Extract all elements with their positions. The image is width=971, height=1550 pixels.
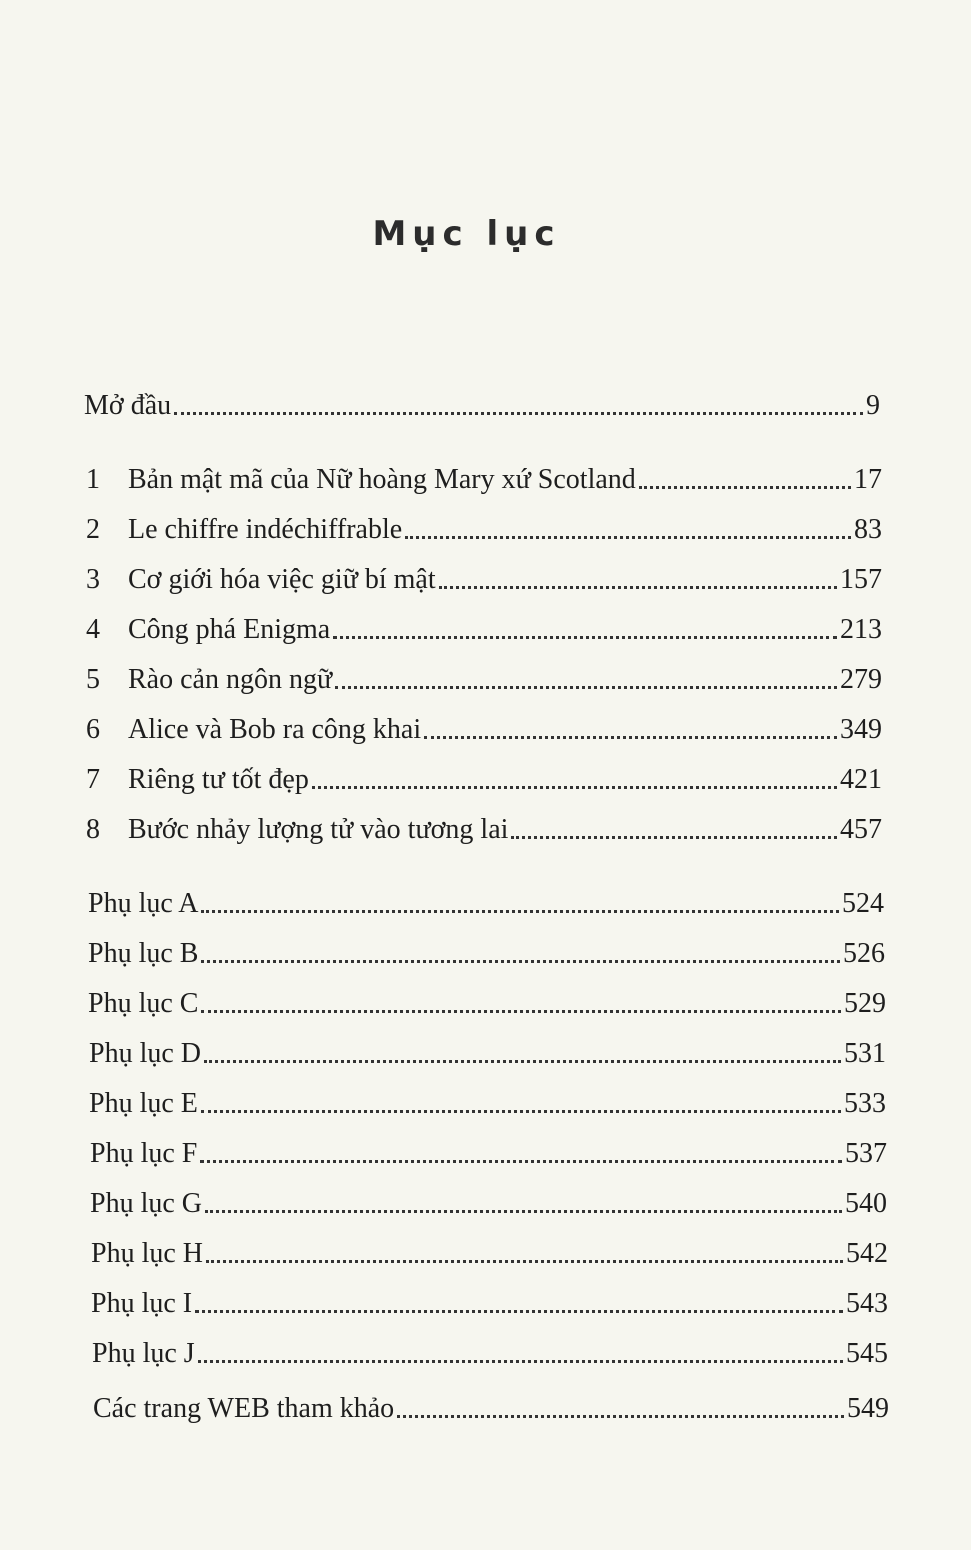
- toc-entry-page: 545: [846, 1338, 888, 1369]
- toc-entry-chapter: [86, 562, 882, 598]
- dot-leader: [205, 1210, 842, 1213]
- toc-entry-page: 157: [840, 564, 882, 595]
- toc-entry-appendix: [92, 1336, 888, 1372]
- dot-leader: [397, 1415, 844, 1418]
- toc-entry-label: Le chiffre indéchiffrable: [128, 514, 403, 545]
- toc-entry-page: 17: [854, 464, 882, 495]
- toc-entry-label: Phụ lục B: [88, 938, 199, 969]
- toc-entry-label: Phụ lục A: [88, 888, 199, 919]
- toc-entry-label: Rào cản ngôn ngữ: [128, 664, 333, 695]
- toc-entry-page: 542: [846, 1238, 888, 1269]
- dot-leader: [195, 1310, 843, 1313]
- dot-leader: [200, 1160, 842, 1163]
- toc-entry-page: 421: [840, 764, 882, 795]
- toc-entry-label: Công phá Enigma: [128, 614, 331, 645]
- toc-entry-chapter: [86, 762, 882, 798]
- dot-leader: [201, 910, 839, 913]
- page-title: Mục lục: [372, 214, 561, 254]
- toc-entry-chapter: [86, 812, 882, 848]
- toc-entry-page: 531: [844, 1038, 886, 1069]
- chapter-number: 3: [86, 564, 100, 595]
- chapter-number: 2: [86, 514, 100, 545]
- toc-entry-page: 83: [854, 514, 882, 545]
- toc-entry-page: 526: [843, 938, 885, 969]
- toc-entry-label: Bản mật mã của Nữ hoàng Mary xứ Scotland: [128, 464, 636, 495]
- chapter-number: 8: [86, 814, 100, 845]
- toc-entry-label: Các trang WEB tham khảo: [93, 1393, 395, 1424]
- dot-leader: [333, 636, 837, 639]
- toc-entry-appendix: [91, 1286, 888, 1322]
- dot-leader: [639, 486, 851, 489]
- dot-leader: [312, 786, 837, 789]
- dot-leader: [335, 686, 837, 689]
- toc-entry-page: 543: [846, 1288, 888, 1319]
- dot-leader: [511, 836, 837, 839]
- chapter-number: 6: [86, 714, 100, 745]
- toc-entry-page: 457: [840, 814, 882, 845]
- toc-entry-label: Bước nhảy lượng tử vào tương lai: [128, 814, 509, 845]
- toc-entry-label: Mở đầu: [84, 390, 172, 421]
- toc-entry-label: Phụ lục F: [90, 1138, 198, 1169]
- dot-leader: [204, 1060, 841, 1063]
- dot-leader: [174, 412, 863, 415]
- dot-leader: [206, 1260, 843, 1263]
- dot-leader: [198, 1360, 843, 1363]
- toc-entry-label: Phụ lục G: [90, 1188, 202, 1219]
- toc-entry-chapter: [86, 612, 882, 648]
- chapter-number: 5: [86, 664, 100, 695]
- toc-entry-intro: [84, 388, 880, 424]
- toc-entry-page: 537: [845, 1138, 887, 1169]
- toc-entry-appendix: [90, 1136, 887, 1172]
- toc-entry-chapter: [86, 662, 882, 698]
- toc-entry-page: 524: [842, 888, 884, 919]
- toc-entry-page: 213: [840, 614, 882, 645]
- toc-entry-label: Alice và Bob ra công khai: [128, 714, 422, 745]
- toc-entry-page: 549: [847, 1393, 889, 1424]
- dot-leader: [201, 960, 840, 963]
- toc-entry-label: Phụ lục J: [92, 1338, 195, 1369]
- dot-leader: [201, 1010, 841, 1013]
- toc-entry-appendix: [89, 1036, 886, 1072]
- dot-leader: [424, 736, 837, 739]
- toc-entry-label: Riêng tư tốt đẹp: [128, 764, 309, 795]
- toc-entry-page: 529: [844, 988, 886, 1019]
- toc-entry-appendix: [88, 986, 886, 1022]
- toc-entry-label: Phụ lục C: [88, 988, 199, 1019]
- toc-entry-references: [93, 1391, 889, 1427]
- toc-entry-page: 540: [845, 1188, 887, 1219]
- toc-entry-appendix: [90, 1186, 887, 1222]
- dot-leader: [201, 1110, 841, 1113]
- toc-entry-label: Phụ lục E: [89, 1088, 198, 1119]
- toc-entry-chapter: [86, 712, 882, 748]
- toc-entry-label: Phụ lục D: [89, 1038, 201, 1069]
- toc-entry-appendix: [88, 936, 885, 972]
- toc-entry-page: 349: [840, 714, 882, 745]
- chapter-number: 4: [86, 614, 100, 645]
- toc-entry-page: 279: [840, 664, 882, 695]
- toc-entry-chapter: [86, 512, 882, 548]
- toc-entry-label: Cơ giới hóa việc giữ bí mật: [128, 564, 436, 595]
- toc-entry-appendix: [91, 1236, 888, 1272]
- dot-leader: [439, 586, 837, 589]
- toc-entry-page: 9: [866, 390, 880, 421]
- toc-entry-appendix: [89, 1086, 886, 1122]
- toc-entry-chapter: [86, 462, 882, 498]
- toc-entry-page: 533: [844, 1088, 886, 1119]
- toc-entry-appendix: [88, 886, 884, 922]
- dot-leader: [405, 536, 851, 539]
- toc-entry-label: Phụ lục I: [91, 1288, 193, 1319]
- chapter-number: 1: [86, 464, 100, 495]
- chapter-number: 7: [86, 764, 100, 795]
- toc-entry-label: Phụ lục H: [91, 1238, 203, 1269]
